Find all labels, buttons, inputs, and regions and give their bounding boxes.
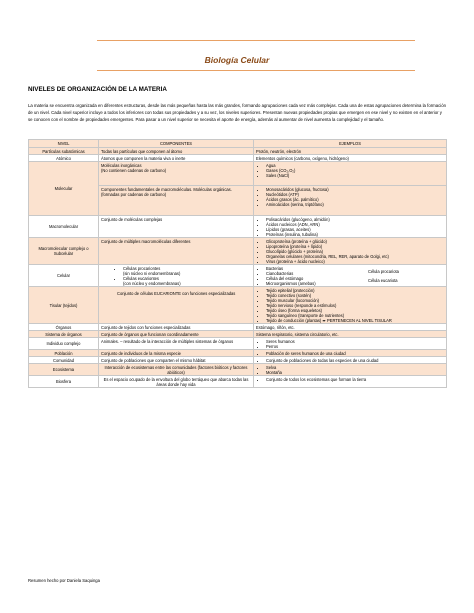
examples-cell: Protón, neutrón, electrón xyxy=(254,148,447,155)
examples-cell xyxy=(254,364,447,376)
level-cell: Macromolecular xyxy=(29,216,99,238)
list-item-text: Células procariontes xyxy=(123,265,161,271)
list-item: • Aminoácidos (serina, triptófano) xyxy=(266,202,444,207)
list-item: • Conjunto de todos los ecosistemas que forman la tierra xyxy=(266,377,444,382)
level-cell: Ecosistema xyxy=(29,364,99,376)
list-item: • Proteínas (insulina, tubulina) xyxy=(266,232,444,237)
components-cell: Animales. – resultado de la interacción de múltiples sistemas de órganos xyxy=(99,338,254,350)
level-cell: Comunidad xyxy=(29,357,99,364)
components-cell: Interacción de ecosistemas entre las comunidades (factores bióticos y factores abióticos) xyxy=(99,364,254,376)
list-item: • Población de seres humanos de una ciudad xyxy=(266,351,444,356)
components-cell: Átomos que componen la materia viva o inerte xyxy=(99,155,254,162)
list-item: • Organelas celulares (mitocondria, REL, RER, aparato de Golgi, etc) xyxy=(266,254,444,259)
table-row xyxy=(29,350,447,357)
list-item: • Ácidos grasos (ác. palmítico) xyxy=(266,197,444,202)
list-item: • Tejido sanguíneo (transporte de nutrientes) xyxy=(266,313,444,318)
components-text: Componentes fundamentales de macromoléculas. Moléculas orgánicas. xyxy=(101,186,232,192)
components-cell xyxy=(99,265,254,287)
level-cell: Sistema de órganos xyxy=(29,331,99,338)
level-cell: Macromolecular complejo o Subcelular xyxy=(29,238,99,265)
table-header-row xyxy=(29,140,447,148)
examples-cell xyxy=(254,162,447,186)
intro-paragraph: La materia se encuentra organizada en diferentes estructuras, desde las más pequeñas hasta las más grandes, formando agrupaciones cada vez más complejas. Cada una de estas agrupaciones determina la formación de un nivel. Cada nivel superior incluye a todos los inferiores con todas sus propiedades y a su vez, los niveles superiores. Presentan nuevas propiedades propias que emergen en ese nivel y no existen en el anterior y se conocen con el nombre de propiedades emergentes. Para pasar a un nivel superior se necesita el aporte de energía, además al aumentar de nivel aumenta la complejidad y el tamaño. xyxy=(28,103,446,122)
cell-examples-group xyxy=(256,266,444,286)
header-ejemplos: EJEMPLOS xyxy=(254,140,447,148)
table-row xyxy=(29,324,447,331)
examples-cell xyxy=(254,186,447,216)
level-cell: Atómico xyxy=(29,155,99,162)
level-cell: Celular xyxy=(29,265,99,287)
examples-cell xyxy=(254,287,447,324)
components-cell: Conjunto de individuos de la misma especie xyxy=(99,350,254,357)
components-text: (formadas por cadenas de carbono) xyxy=(101,191,167,197)
section-heading: NIVELES DE ORGANIZACIÓN DE LA MATERIA xyxy=(28,86,167,93)
level-cell: Individuo complejo xyxy=(29,338,99,350)
levels-table xyxy=(28,139,447,388)
list-item: • Tejido muscular (locomoción) xyxy=(266,298,444,303)
list-item: • Cianobacterias xyxy=(266,271,366,276)
table-row xyxy=(29,155,447,162)
list-item: • Montaña xyxy=(266,370,444,375)
list-item: • Tejido óseo (forma esqueletos) xyxy=(266,308,444,313)
list-item: • Nucleótidos (ATP) xyxy=(266,192,444,197)
list-item-note: (con núcleo y endomembranas) xyxy=(123,280,181,286)
examples-cell: Sistema respiratorio, sistema circulatorio, etc. xyxy=(254,331,447,338)
level-cell: Órganos xyxy=(29,324,99,331)
list-item: • Glicoproteína (proteína + glúcido) xyxy=(266,239,444,244)
list-item: • Agua xyxy=(266,163,444,168)
examples-cell xyxy=(254,350,447,357)
table-row xyxy=(29,338,447,350)
list-item: • Tejido nervioso (responde a estímulos) xyxy=(266,303,444,308)
table-row xyxy=(29,265,447,287)
table-row xyxy=(29,216,447,238)
table-row xyxy=(29,331,447,338)
list-item: • Virus (proteína + ácido nucleico) xyxy=(266,259,444,264)
components-cell: Conjunto de tejidos con funciones especializadas xyxy=(99,324,254,331)
level-cell: Molecular xyxy=(29,162,99,216)
components-cell: Es el espacio ocupado de la envoltura del globo terráqueo que abarca todas las áreas donde hay vida xyxy=(99,376,254,388)
components-cell: Conjunto de células EUCARIONTE con funciones especializadas xyxy=(99,287,254,324)
examples-cell: Elementos químicos (carbono, oxígeno, hidrógeno) xyxy=(254,155,447,162)
list-item: • Tejido epitelial (protección) xyxy=(266,288,444,293)
level-cell: Población xyxy=(29,350,99,357)
list-item-text: Tejido de conducción (plantas) xyxy=(266,317,322,323)
list-item xyxy=(123,276,251,286)
list-item xyxy=(266,318,444,323)
list-item: • Conjunto de poblaciones de todas las especies de una ciudad xyxy=(266,358,444,363)
list-item: • Sales (NaCl) xyxy=(266,173,444,178)
header-nivel: NIVEL xyxy=(29,140,99,148)
examples-cell xyxy=(254,238,447,265)
list-item: • Gases (CO₂,O₂) xyxy=(266,168,444,173)
table-row xyxy=(29,364,447,376)
list-item: • Perros xyxy=(266,344,444,349)
examples-cell xyxy=(254,338,447,350)
list-item: • Monosacáridos (glucosa, fructosa) xyxy=(266,187,444,192)
list-item-note: (sin núcleo ni endomembranas) xyxy=(123,270,181,276)
examples-cell xyxy=(254,216,447,238)
list-item: • Ácidos nucleicos (ADN, ARN) xyxy=(266,222,444,227)
examples-cell xyxy=(254,357,447,364)
examples-cell xyxy=(254,376,447,388)
list-item: • Microorganismos (amebas) xyxy=(266,281,366,286)
title-rule xyxy=(97,70,415,71)
list-item: • Polisacáridos (glucógeno, almidón) xyxy=(266,217,444,222)
header-componentes: COMPONENTES xyxy=(99,140,254,148)
list-item: • Glucolípido (glúcido + proteína) xyxy=(266,249,444,254)
examples-cell: Estómago, riñón, etc. xyxy=(254,324,447,331)
table-row xyxy=(29,376,447,388)
list-item: • Tejido conectivo (sostén) xyxy=(266,293,444,298)
components-text: Moléculas inorgánicas xyxy=(101,162,142,168)
table-row xyxy=(29,162,447,186)
top-rule xyxy=(97,40,415,41)
list-item: • Lipoproteína (proteína + lípido) xyxy=(266,244,444,249)
footer-text: Resumen hecho por Daniela Saquinga xyxy=(28,578,100,583)
level-cell: Tisular (tejidos) xyxy=(29,287,99,324)
arrow-icon: ➨ xyxy=(322,317,326,323)
tisular-tag: PERTENECEN AL NIVEL TISULAR xyxy=(327,317,392,323)
list-item: • Célula del estómago xyxy=(266,276,366,281)
components-text: (No contienen cadenas de carbono) xyxy=(101,167,167,173)
components-cell: Todas las partículas que componen al átomo xyxy=(99,148,254,155)
components-cell xyxy=(99,162,254,186)
components-cell: Conjunto de órganos que funcionan coordinadamente xyxy=(99,331,254,338)
components-cell xyxy=(99,186,254,216)
examples-cell xyxy=(254,265,447,287)
list-item: • Seres humanos xyxy=(266,339,444,344)
list-item-text: Células eucariontes xyxy=(123,275,159,281)
components-cell: Conjunto de moléculas complejas xyxy=(99,216,254,238)
table-row xyxy=(29,287,447,324)
brace-label: Célula procariota xyxy=(368,268,399,274)
table-row xyxy=(29,148,447,155)
page-title: Biología Celular xyxy=(204,55,270,65)
brace-label: Célula eucariota xyxy=(368,277,398,283)
components-cell: Conjunto de múltiples macromoléculas diferentes xyxy=(99,238,254,265)
level-cell: Partículas subatómicas xyxy=(29,148,99,155)
components-cell: Conjunto de poblaciones que comparten el mismo hábitat xyxy=(99,357,254,364)
level-cell: Biosfera xyxy=(29,376,99,388)
table-row xyxy=(29,238,447,265)
list-item: • Bacterias xyxy=(266,266,366,271)
list-item: • Selva xyxy=(266,365,444,370)
list-item xyxy=(123,266,251,276)
cell-type-tags xyxy=(368,269,399,283)
list-item: • Lípidos (grasas, aceites) xyxy=(266,227,444,232)
table-row xyxy=(29,357,447,364)
